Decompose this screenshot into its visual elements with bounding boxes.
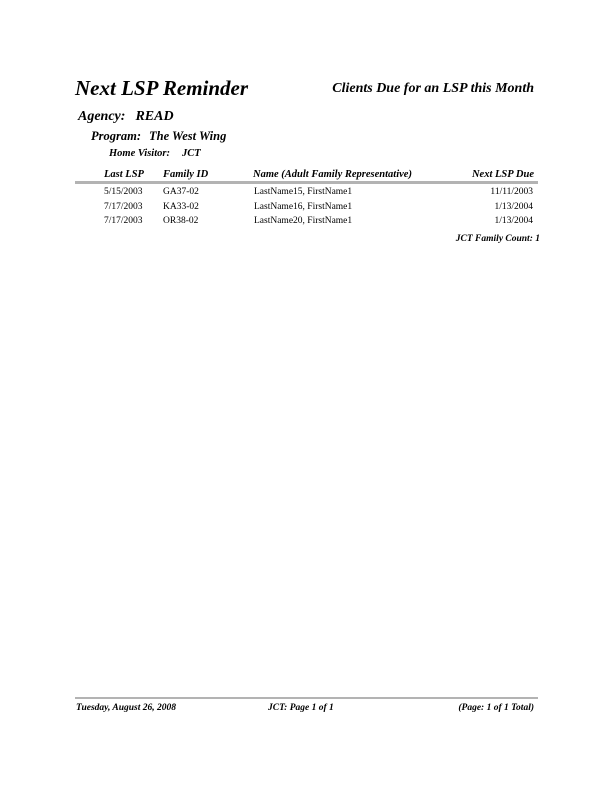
column-header-family-id: Family ID (163, 169, 209, 180)
family-count: JCT Family Count: 1 (455, 234, 540, 244)
row-2-last-lsp: 7/17/2003 (104, 202, 143, 212)
program-label: Program: (91, 129, 141, 143)
agency-label: Agency: (78, 109, 126, 124)
row-1-next-lsp-due: 11/11/2003 (490, 187, 533, 197)
row-2-family-id: KA33-02 (163, 202, 199, 212)
row-3-next-lsp-due: 1/13/2004 (494, 216, 533, 226)
agency-line (78, 109, 174, 125)
report-title: Next LSP Reminder (75, 76, 249, 100)
footer-total: (Page: 1 of 1 Total) (458, 703, 534, 713)
row-2-next-lsp-due: 1/13/2004 (494, 202, 533, 212)
report-subtitle: Clients Due for an LSP this Month (332, 81, 534, 96)
program-value: The West Wing (149, 129, 227, 143)
footer-date: Tuesday, August 26, 2008 (76, 703, 177, 713)
row-3-name: LastName20, FirstName1 (254, 216, 353, 226)
column-header-name: Name (Adult Family Representative) (253, 169, 412, 180)
row-3-last-lsp: 7/17/2003 (104, 216, 143, 226)
agency-value: READ (135, 109, 174, 124)
footer-divider (75, 697, 538, 699)
home-visitor-line (109, 148, 201, 159)
home-visitor-value: JCT (181, 148, 201, 159)
home-visitor-label: Home Visitor: (109, 148, 170, 159)
header-divider (75, 181, 538, 184)
row-2-name: LastName16, FirstName1 (254, 202, 353, 212)
column-header-last-lsp: Last LSP (104, 169, 144, 180)
row-1-last-lsp: 5/15/2003 (104, 187, 143, 197)
program-line (91, 129, 226, 144)
row-1-family-id: GA37-02 (163, 187, 199, 197)
footer-page: JCT: Page 1 of 1 (268, 703, 334, 713)
column-header-next-lsp-due: Next LSP Due (471, 169, 534, 180)
row-1-name: LastName15, FirstName1 (254, 187, 353, 197)
row-3-family-id: OR38-02 (163, 216, 199, 226)
